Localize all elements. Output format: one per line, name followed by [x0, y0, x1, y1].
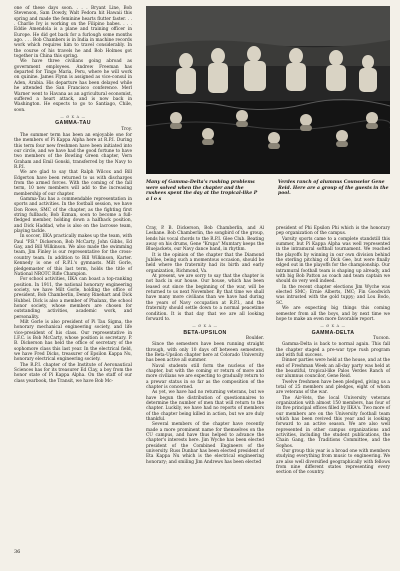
body-paragraph: The Air-Vets, the local University veterans organization with almost 150 members, has four of its five principal offices filled by IIKA's. Two more of our members are on the University football team which has been revived this year and is looking forward to an active season. We are also well represented in other campus organizations and activities, including the student publications, the Chain Gang, the Traditions Committee, and the Sophos. — [276, 395, 390, 449]
body-paragraph: The R.P.I. chapter of the Institute of Aeronautical Sciences has for its treasurer Ed Clay, a boy from the honor state of Pi Kappa Alpha. On the staff of our class yearbook, the Transit, we have Bob Mc- — [14, 362, 132, 384]
body-paragraph: In soccer, IIKA practically makes up the team, with Paul "P.B." Dickerson, Bob McCarty, John Gibbs, Ed Gay, and Bill Wilkinson. We also made the swimming team, Jim Finley is our representative for the cross-country team. In addition to Bill Wilkinson, Karter. Kennedy is one of R.P.I.'s gymnasts. Milt Gorle, pledgemaster of this last term, holds the title of National NROTC Rifle Champion. — [14, 234, 132, 277]
body-paragraph: Our group this year is a broad one with members studying everything from music to engineering. We are also well diversified geographically with fellows from nine different states representing every section of the country. — [276, 449, 390, 476]
pool-photo — [146, 6, 390, 174]
photo-caption-left: Many of Gamma-Delta's rushing problems were solved when the chapter and the rushees spent the day at the tropical-like P a l o s — [146, 180, 258, 202]
chapter-location: Tucson. — [373, 335, 390, 341]
body-paragraph: As yet, we have had no returning veterans, but we have begun the distribution of questionnaires to determine the number of men that will return to the chapter. Luckily, we have had no reports of members of the chapter being killed in action, but we are duly thankful. — [146, 390, 264, 423]
body-paragraph: At present, we are sorry to say that the chapter is not back in our house. Our house, which has been leased out since the beginning of the war, will be returned to us next November. By that time we shall have many more civilians than we have had during the years of Navy occupation at R.P.I., and the fraternity should settle down to a normal peacetime condition. It is that day that we are all looking forward to. — [146, 274, 264, 322]
body-paragraph: We are glad to say that Ralph Wilcox and Bill Edgerton have been returned to us with discharges from the armed forces. With the coming of the fall term, 10 new members will add to the increasing membership of our chapter. — [14, 170, 132, 197]
column-left — [14, 6, 132, 384]
chapter-heading-beta-upsilon — [146, 324, 264, 341]
column-middle — [146, 226, 264, 465]
body-paragraph: We have three civilians going abroad as government employees. Andrew Freeman has departed for Tingo Maria, Peru, where he will work on quinine. James Flynn is assigned as vice-consul in Aden, Arabia. His departure has been delayed while he attended the San Francisco conference. Merl Warner went to Havana as an agricultural economist, suffered a heart attack, and is now back in Washington. He expects to go to Santiago, Chile, soon. — [14, 59, 132, 113]
body-paragraph: In the recent chapter elections Jim Wyche was elected SMC; Ernie Alberts, IMC; Fin Goodwich was intrusted with the gold tuppy; and Lou Bodo, SC. — [276, 284, 390, 306]
chapter-name: GAMMA-TAU — [55, 120, 91, 127]
body-paragraph: Naval students still form the nucleus of the chapter, but with the coming or return of more and more civilians we are expecting to gradually return to a prewar status in so far as the composition of the chapter is concerned. — [146, 363, 264, 390]
page-number: 36 — [14, 549, 21, 555]
body-paragraph: one of these days soon. . . . Bryant Line, Bob Stevenson, Sam Dowdy, Walt Fedora hit Hawaii this spring and made the feminine hearts flutter faster. . . . Charlie Ivy is working on the Filipino babes. . . . Eddie Amendola is a plane and training officer in Europe. He did get back for a furlough some months ago. . . . Bob Chambers is in India in machine records work which requires him to travel considerably. In the course of his travels he and Bob Holmes got together in China this spring. — [14, 6, 132, 60]
chapter-location: Troy. — [121, 126, 132, 132]
photo-caption-right: Verdes ranch of alumnus Counselor Gene Reid. Here are a group of the guests in the pool. — [278, 180, 389, 197]
body-paragraph: Since the semesters have been running straight through, with only 10 days off between semesters, the Beta-Upsilon chapter here at Colorado University has been active all summer. — [146, 342, 264, 364]
body-paragraph: Dinner parties were held at the house, and at the end of Freshman Week an all-day party was held at the beautiful, tropical-like Palos Verdes Ranch of our alumnus councilor, Gene Reid. — [276, 358, 390, 380]
chapter-name: GAMMA-DELTA — [311, 329, 355, 336]
body-paragraph: The summer term has been an enjoyable one for the members of Pi Kappa Alpha here at R.P.I. During this term four new freshmen have been initiated into our circle, and we have had the good fortune to have two members of the Bowling Green chapter, Vern Graham and Emil Gonski, transferred by the Navy to R.P.I. — [14, 132, 132, 170]
fraternity-insignia: — Ø K A — — [192, 324, 218, 329]
body-paragraph: Several members of the chapter have recently made a more prominent name for themselves on the CU campus, and have thus helped to advance the chapter's interests here. Jim Wyche has been elected president of the Combined Engineers of the university. Russ Dunbar has been elected president of Eta Kappa Nu which is the electrical engineering honorary; and smiling Jim Andrews has been elected — [146, 422, 264, 465]
chapter-heading-gamma-delta — [276, 324, 390, 341]
body-paragraph: Gamma-Tau has a commendable representation in sports and activities. In the football session, we have Don Rowe, SMC of the chapter, as the fighting first string fullback; Bob Ezman, soon to become a full-fledged member, holding down a halfback position, and Dick Haddad, who is also on the lacrosse team, playing tackle. — [14, 197, 132, 235]
body-paragraph: Milt Gorle is also president of Pi Tau Sigma, the honorary mechanical engineering society, and life vice-president of his class. Our representative in I.F.C. is Bob McCarty, whose position is secretary. P. B. Dickerson has held the office of secretary of the sophomore class this last year. In the electrical field, we have Fred Dicks, treasurer of Epsilon Kappa Nu, honorary electrical engineering society. — [14, 319, 132, 363]
body-paragraph: Cray, P. B. Dickerson, Bob Chamberlin, and Al Leshane. Bob Chamberlin, the songbird of the group, lends his vocal chords to the R.P.I. Glee Club. Beating away on his drums, Gene "Krupa" Mumtary keeps the Bluejackets, our Navy dance band, in rhythm. — [146, 226, 264, 253]
body-paragraph: Varsity sports came to a complete standstill this summer, but Pi Kappa Alpha was well represented in the intramural softball tournament. We reached the playoffs by winning in our own division behind the sterling pitching of Dick Gee, but were finally edged out in the playoffs for the championship. Our intramural football team is shaping up already, and with big Bob Patton as coach and team captain we should do very well indeed. — [276, 236, 390, 285]
pool-photo-illustration — [146, 6, 390, 174]
chapter-name: BETA-UPSILON — [183, 329, 227, 336]
chapter-heading-gamma-tau — [14, 115, 132, 132]
column-right — [276, 226, 390, 476]
body-paragraph: We are expecting big things this coming semester from all the boys, and by next time we hope to make an even more favorable report. — [276, 306, 390, 322]
fraternity-insignia: — Ø K A — — [60, 114, 86, 119]
chapter-location: Boulder. — [245, 335, 264, 341]
body-paragraph: Gamma-Delta is back to normal again. This fall the chapter staged a pre-war type rush program and with full success. — [276, 342, 390, 358]
body-paragraph: It is the opinion of the chapter that the Diamond Jubilee, being such a momentous occasion, should be held where the fraternity had its birth and early organization, Richmond, Va. — [146, 252, 264, 274]
body-paragraph: Twelve freshmen have been pledged, giving us a total of 25 members and pledges, eight of whom are veterans of the war. — [276, 379, 390, 396]
fraternity-insignia: — Ø K A — — [320, 324, 346, 329]
body-paragraph: For school activities, IIKA can boast a top-ranking position. In 1911, the national honorary engineering society, we have Milt Gorle, holding the office of president, Bob Chamberlin, Denny Rinehart and Dick Hubbel. Dick is also a member of Phalanx, the school honor society, whose members are chosen for outstanding activities, academic work, and personality. — [14, 277, 132, 320]
body-paragraph: president of Phi Epsilon Phi which is the honorary pep organization of the campus. — [276, 226, 390, 237]
